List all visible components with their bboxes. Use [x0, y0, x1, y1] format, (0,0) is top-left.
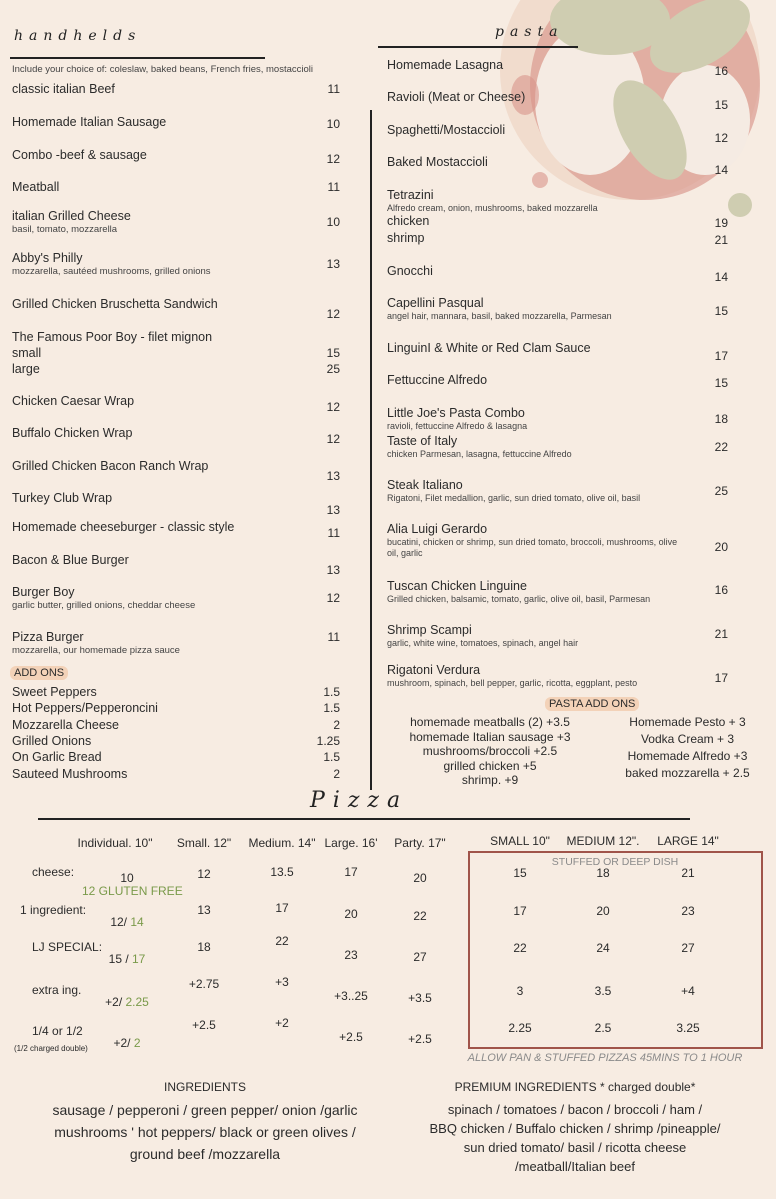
- premium-title: PREMIUM INGREDIENTS * charged double*: [454, 1080, 696, 1094]
- row-label: extra ing.: [32, 983, 82, 997]
- item-price: 10: [326, 215, 340, 229]
- deep-dish-price: 27: [681, 941, 695, 955]
- item-price: 20: [714, 540, 728, 554]
- menu-item: [12, 585, 312, 611]
- pizza-price: +2.5: [408, 1032, 432, 1046]
- pizza-price: [97, 995, 157, 1009]
- item-description: ravioli, fettuccine Alfredo & lasagna: [387, 421, 528, 431]
- gluten-free-price: 14: [127, 915, 144, 929]
- handhelds-addons-label: ADD ONS: [10, 666, 68, 680]
- item-price: 15: [714, 376, 728, 390]
- row-sublabel: 12 GLUTEN FREE: [82, 884, 183, 898]
- row-label: cheese:: [32, 865, 75, 879]
- item-price: 15: [714, 98, 728, 112]
- handhelds-title: handhelds: [14, 28, 142, 44]
- item-description: mozzarella, sautéed mushrooms, grilled onions: [12, 266, 211, 277]
- deep-dish-price: 3.25: [676, 1021, 700, 1035]
- item-price: 18: [714, 412, 728, 426]
- item-description: Rigatoni, Filet medallion, garlic, sun dried tomato, olive oil, basil: [387, 493, 641, 503]
- deep-size-header: LARGE 14": [657, 834, 719, 848]
- pasta-item: [387, 478, 687, 504]
- item-description: mozzarella, our homemade pizza sauce: [12, 645, 180, 656]
- item-price: 13: [326, 503, 340, 517]
- item-name: shrimp: [387, 231, 425, 245]
- pasta-rule: [378, 46, 578, 48]
- deep-dish-price: 2.25: [508, 1021, 532, 1035]
- pizza-price: [97, 952, 157, 966]
- item-name: Shrimp Scampi: [387, 623, 472, 637]
- item-name: Grilled Chicken Bacon Ranch Wrap: [12, 459, 209, 473]
- item-description: angel hair, mannara, basil, baked mozzarella, Parmesan: [387, 311, 612, 321]
- pizza-price: +3: [275, 975, 289, 989]
- row-label: 1/4 or 1/2: [32, 1024, 83, 1038]
- menu-item: [12, 330, 312, 345]
- size-header: Small. 12": [176, 836, 232, 850]
- pasta-addon: Homemade Alfredo +3: [627, 749, 748, 763]
- addon-price: 1.5: [323, 750, 340, 765]
- item-name: Buffalo Chicken Wrap: [12, 426, 133, 440]
- item-price: 13: [326, 257, 340, 271]
- addon-name: Grilled Onions: [12, 733, 92, 748]
- item-price: 14: [714, 270, 728, 284]
- deep-dish-price: 3: [516, 984, 524, 998]
- item-price: 19: [714, 216, 728, 230]
- deep-dish-label: STUFFED OR DEEP DISH: [551, 856, 679, 868]
- menu-item: [12, 82, 312, 97]
- pasta-item: [387, 341, 687, 356]
- item-description: bucatini, chicken or shrimp, sun dried tomato, broccoli, mushrooms, olive oil, garlic: [387, 537, 678, 558]
- ingredient-line: mushrooms ' hot peppers/ black or green olives /: [54, 1124, 356, 1140]
- pasta-addon: homemade meatballs (2) +3.5: [410, 715, 570, 729]
- item-price: 12: [326, 152, 340, 166]
- pasta-item: [387, 522, 687, 559]
- premium-line: BBQ chicken / Buffalo chicken / shrimp /pineapple/: [429, 1121, 721, 1136]
- gluten-free-price: 2.25: [122, 995, 149, 1009]
- item-name: Chicken Caesar Wrap: [12, 394, 135, 408]
- item-price: 16: [714, 583, 728, 597]
- item-name: Tuscan Chicken Linguine: [387, 579, 527, 593]
- item-name: Homemade Italian Sausage: [12, 115, 167, 129]
- row-label: 1 ingredient:: [20, 903, 87, 917]
- pasta-item: [387, 406, 687, 432]
- pizza-price: 12: [197, 867, 211, 881]
- ingredient-line: ground beef /mozzarella: [129, 1146, 281, 1162]
- deep-dish-price: 20: [596, 904, 610, 918]
- price-part: 15 /: [108, 952, 129, 966]
- item-name: Baked Mostaccioli: [387, 155, 488, 169]
- pizza-price: [97, 1036, 157, 1050]
- pasta-addon: homemade Italian sausage +3: [409, 729, 571, 744]
- item-name: Bacon & Blue Burger: [12, 553, 129, 567]
- pizza-price: 27: [413, 950, 427, 964]
- pizza-price: +3..25: [334, 989, 368, 1003]
- pizza-price: 20: [413, 871, 427, 885]
- pizza-price: 13: [197, 903, 211, 917]
- pasta-item: [387, 296, 687, 322]
- deep-size-header: SMALL 10": [490, 834, 550, 848]
- deep-dish-note: ALLOW PAN & STUFFED PIZZAS 45MINS TO 1 HOUR: [467, 1052, 743, 1064]
- addon-name: Hot Peppers/Pepperoncini: [12, 701, 158, 716]
- deep-dish-price: 24: [596, 941, 610, 955]
- item-name: Spaghetti/Mostaccioli: [387, 123, 506, 137]
- pizza-price: +2.5: [339, 1030, 363, 1044]
- item-price: 11: [327, 180, 340, 194]
- pizza-price: 23: [344, 948, 358, 962]
- premium-line: spinach / tomatoes / bacon / broccoli / ham /: [447, 1102, 703, 1117]
- item-name: LinguinI & White or Red Clam Sauce: [387, 341, 591, 355]
- item-name: Capellini Pasqual: [387, 296, 484, 310]
- menu-item: [12, 209, 312, 235]
- item-price: 11: [327, 630, 340, 644]
- item-price: 11: [327, 82, 340, 96]
- size-header: Party. 17": [394, 836, 446, 850]
- menu-item: [12, 491, 312, 506]
- item-price: 13: [326, 563, 340, 577]
- item-price: 10: [326, 117, 340, 131]
- deep-dish-price: 23: [681, 904, 695, 918]
- handhelds-rule: [10, 57, 265, 59]
- deep-dish-price: 22: [513, 941, 527, 955]
- price-part: +2/: [113, 1036, 131, 1050]
- deep-dish-price: 18: [596, 866, 610, 880]
- ingredients-title: INGREDIENTS: [163, 1080, 246, 1094]
- size-header: Large. 16': [324, 836, 378, 850]
- item-name: Grilled Chicken Bruschetta Sandwich: [12, 297, 218, 311]
- pasta-item: [387, 231, 687, 246]
- addon-price: 2: [333, 717, 340, 732]
- addon-name: Sweet Peppers: [12, 685, 97, 699]
- item-description: Grilled chicken, balsamic, tomato, garlic, olive oil, basil, Parmesan: [387, 594, 651, 604]
- item-name: small: [12, 346, 42, 360]
- column-divider: [370, 110, 372, 790]
- addon-price: 1.25: [316, 733, 340, 748]
- item-name: Turkey Club Wrap: [12, 491, 113, 505]
- menu-item: [12, 180, 312, 195]
- row-label: LJ SPECIAL:: [32, 940, 103, 954]
- deep-size-header: MEDIUM 12".: [566, 834, 640, 848]
- item-name: Homemade cheeseburger - classic style: [12, 520, 235, 534]
- pasta-item: [387, 90, 687, 105]
- item-description: chicken Parmesan, lasagna, fettuccine Alfredo: [387, 449, 572, 459]
- item-price: 13: [326, 469, 340, 483]
- item-price: 12: [326, 591, 340, 605]
- item-price: 16: [714, 64, 728, 78]
- pasta-addon: mushrooms/broccoli +2.5: [422, 744, 558, 759]
- item-name: The Famous Poor Boy - filet mignon: [12, 330, 213, 344]
- pasta-addon: shrimp. +9: [461, 773, 519, 788]
- item-description: basil, tomato, mozzarella: [12, 224, 118, 235]
- pasta-addon: Homemade Pesto + 3: [629, 715, 746, 729]
- item-price: 21: [714, 233, 728, 247]
- price-part: +2/: [105, 995, 123, 1009]
- pizza-price: [97, 915, 157, 929]
- premium-line: /meatball/Italian beef: [515, 1159, 635, 1174]
- item-name: Little Joe's Pasta Combo: [387, 406, 525, 420]
- item-name: Alia Luigi Gerardo: [387, 522, 488, 536]
- pizza-price: 10: [120, 871, 134, 885]
- premium-line: sun dried tomato/ basil / ricotta cheese: [463, 1140, 687, 1155]
- deep-dish-price: +4: [681, 984, 695, 998]
- item-name: Pizza Burger: [12, 630, 84, 644]
- item-name: Steak Italiano: [387, 478, 463, 492]
- gluten-free-price: 2: [130, 1036, 141, 1050]
- addon-name: Mozzarella Cheese: [12, 717, 119, 732]
- pizza-price: 20: [344, 907, 358, 921]
- item-price: 12: [326, 307, 340, 321]
- ingredient-line: sausage / pepperoni / green pepper/ onion /garlic: [52, 1102, 358, 1118]
- item-name: italian Grilled Cheese: [12, 209, 131, 223]
- pasta-item: [387, 623, 687, 649]
- pasta-item: [387, 579, 687, 605]
- size-header: Individual. 10": [77, 836, 153, 850]
- item-price: 12: [326, 432, 340, 446]
- item-name: Burger Boy: [12, 585, 75, 599]
- item-name: Abby's Philly: [12, 251, 83, 265]
- item-description: Alfredo cream, onion, mushrooms, baked mozzarella: [387, 203, 598, 213]
- pizza-price: +2.75: [188, 977, 220, 991]
- item-name: Fettuccine Alfredo: [387, 373, 488, 387]
- item-name: Gnocchi: [387, 264, 433, 278]
- item-price: 11: [327, 526, 340, 540]
- size-header: Medium. 14": [248, 836, 316, 850]
- deep-dish-price: 2.5: [594, 1021, 612, 1035]
- addon-name: On Garlic Bread: [12, 750, 102, 765]
- pizza-title: Pizza: [310, 788, 409, 813]
- pasta-addon: baked mozzarella + 2.5: [625, 766, 750, 780]
- pizza-price: 17: [344, 865, 358, 879]
- item-name: large: [12, 362, 40, 376]
- item-price: 21: [714, 627, 728, 641]
- pizza-price: 13.5: [270, 865, 294, 879]
- pizza-price: 18: [197, 940, 211, 954]
- item-name: classic italian Beef: [12, 82, 115, 96]
- pasta-item: [387, 373, 687, 388]
- pasta-title: pasta: [495, 24, 564, 40]
- pasta-addon: Vodka Cream + 3: [640, 732, 735, 746]
- item-price: 12: [714, 131, 728, 145]
- menu-item: [12, 520, 312, 535]
- gluten-free-price: 17: [128, 952, 146, 966]
- menu-item: [12, 297, 312, 312]
- item-name: Tetrazini: [387, 188, 434, 202]
- pizza-price: 22: [275, 934, 289, 948]
- price-part: 12/: [110, 915, 127, 929]
- item-price: 22: [714, 440, 728, 454]
- pasta-item: [387, 214, 687, 229]
- item-description: garlic butter, grilled onions, cheddar cheese: [12, 600, 196, 611]
- pizza-price: +2: [275, 1016, 289, 1030]
- menu-item: [12, 148, 312, 163]
- item-price: 17: [714, 671, 728, 685]
- pasta-addons-label: PASTA ADD ONS: [545, 697, 639, 711]
- deep-dish-price: 17: [513, 904, 527, 918]
- menu-item: [12, 362, 312, 377]
- item-price: 12: [326, 400, 340, 414]
- item-name: Homemade Lasagna: [387, 58, 504, 72]
- pasta-item: [387, 123, 687, 138]
- addon-name: Sauteed Mushrooms: [12, 766, 128, 781]
- menu-item: [12, 251, 312, 277]
- deep-dish-price: 21: [681, 866, 695, 880]
- item-name: Rigatoni Verdura: [387, 663, 481, 677]
- handhelds-note: Include your choice of: coleslaw, baked beans, French fries, mostaccioli: [12, 64, 313, 75]
- pizza-rule: [38, 818, 690, 820]
- pasta-item: [387, 434, 687, 460]
- row-sublabel: (1/2 charged double): [14, 1044, 88, 1053]
- addon-price: 1.5: [323, 701, 340, 716]
- menu-item: [12, 115, 312, 130]
- menu-item: [12, 630, 312, 656]
- item-name: Meatball: [12, 180, 60, 194]
- menu-item: [12, 426, 312, 441]
- deep-dish-price: 15: [513, 866, 527, 880]
- item-name: Taste of Italy: [387, 434, 458, 448]
- pizza-price: 17: [275, 901, 289, 915]
- pasta-item: [387, 58, 687, 73]
- item-price: 17: [714, 349, 728, 363]
- pizza-price: +3.5: [408, 991, 432, 1005]
- pasta-item: [387, 188, 687, 214]
- item-name: Combo -beef & sausage: [12, 148, 147, 162]
- item-price: 25: [714, 484, 728, 498]
- item-description: mushroom, spinach, bell pepper, garlic, ricotta, eggplant, pesto: [387, 678, 638, 688]
- item-name: Ravioli (Meat or Cheese): [387, 90, 526, 104]
- item-name: chicken: [387, 214, 430, 228]
- addon-price: 1.5: [323, 685, 340, 699]
- menu-item: [12, 394, 312, 409]
- pasta-item: [387, 663, 687, 689]
- menu-item: [12, 459, 312, 474]
- pizza-price: +2.5: [192, 1018, 216, 1032]
- item-price: 25: [326, 362, 340, 376]
- pasta-item: [387, 155, 687, 170]
- pasta-item: [387, 264, 687, 279]
- item-price: 14: [714, 163, 728, 177]
- addon-price: 2: [333, 766, 340, 781]
- pizza-price: 22: [413, 909, 427, 923]
- item-price: 15: [326, 346, 340, 360]
- menu-item: [12, 346, 312, 361]
- deep-dish-price: 3.5: [594, 984, 612, 998]
- item-description: garlic, white wine, tomatoes, spinach, angel hair: [387, 638, 579, 648]
- pasta-addon: grilled chicken +5: [443, 758, 537, 773]
- menu-item: [12, 553, 312, 568]
- item-price: 15: [714, 304, 728, 318]
